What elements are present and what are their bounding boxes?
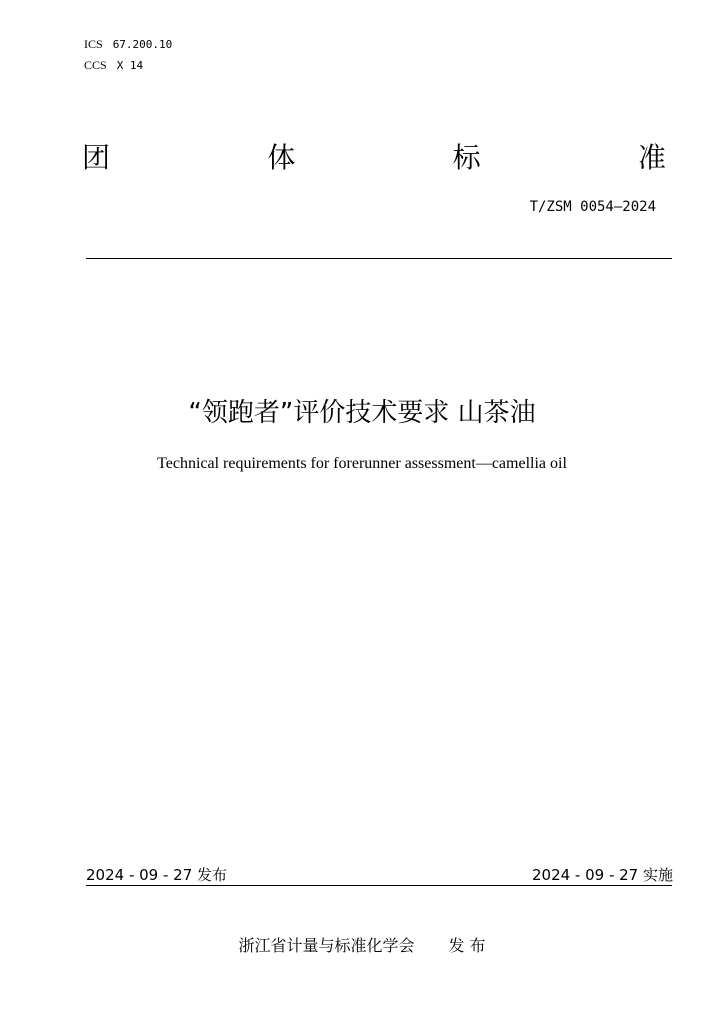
ics-line <box>84 34 172 55</box>
standard-type-heading <box>82 140 666 176</box>
top-divider <box>86 258 672 259</box>
chinese-title: “领跑者”评价技术要求 山茶油 <box>188 398 536 428</box>
issuer-action: 发 布 <box>448 936 486 955</box>
issuer-line <box>0 933 724 956</box>
bottom-divider <box>86 885 672 886</box>
classification-block <box>84 34 172 76</box>
heading-char: 准 <box>637 141 666 174</box>
implement-date: 2024 - 09 - 27 实施 <box>531 866 673 884</box>
english-title: Technical requirements for forerunner assessment—camellia oil <box>157 455 567 472</box>
heading-char: 标 <box>452 141 481 174</box>
issue-date: 2024 - 09 - 27 发布 <box>86 866 228 884</box>
standard-code: T/ZSM 0054—2024 <box>529 199 656 215</box>
ics-value: 67.200.10 <box>112 38 173 51</box>
heading-char: 体 <box>267 141 296 174</box>
issuer-organization: 浙江省计量与标准化学会 <box>238 936 415 955</box>
ccs-value: X 14 <box>116 59 144 72</box>
ics-label: ICS <box>84 37 103 51</box>
ccs-label: CCS <box>84 58 107 72</box>
ccs-line <box>84 55 172 76</box>
heading-char: 团 <box>82 141 111 174</box>
